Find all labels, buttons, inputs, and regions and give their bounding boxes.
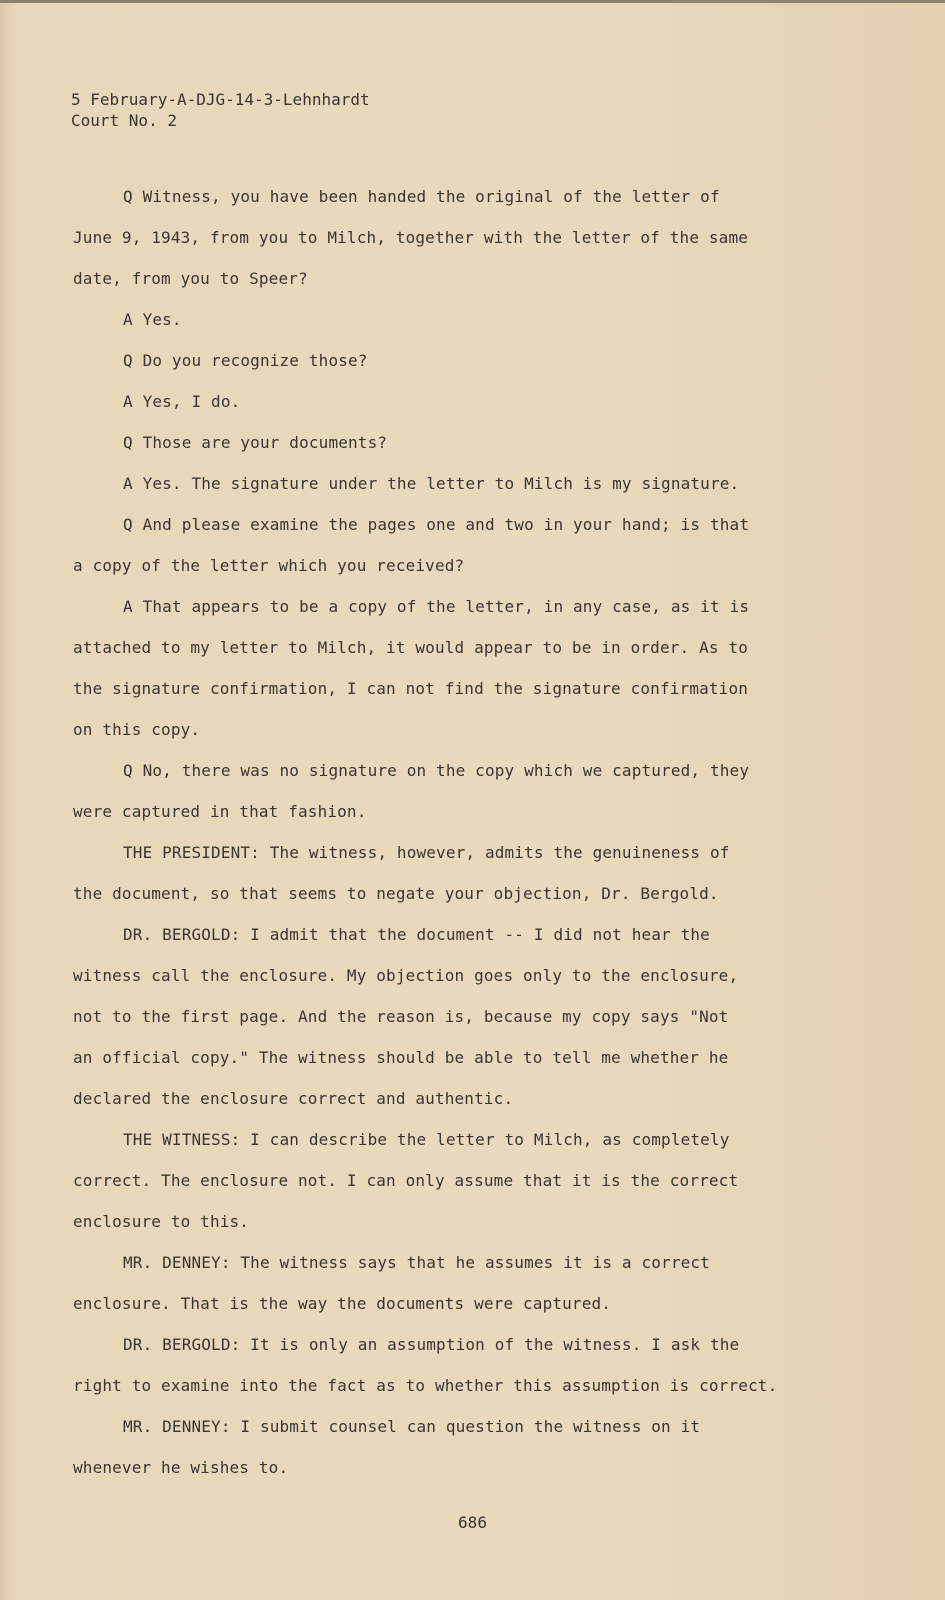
transcript-line: a copy of the letter which you received? [73, 556, 465, 575]
transcript-line: MR. DENNEY: I submit counsel can question the witness on it [123, 1417, 701, 1436]
transcript-line: were captured in that fashion. [73, 802, 367, 821]
transcript-line: THE WITNESS: I can describe the letter to Milch, as completely [123, 1130, 730, 1149]
transcript-line: Q And please examine the pages one and two in your hand; is that [123, 515, 750, 534]
transcript-line: A Yes. [123, 310, 182, 329]
transcript-line: DR. BERGOLD: It is only an assumption of the witness. I ask the [123, 1335, 740, 1354]
transcript-line: Q No, there was no signature on the copy which we captured, they [123, 761, 750, 780]
transcript-line: attached to my letter to Milch, it would appear to be in order. As to [73, 638, 749, 657]
transcript-line: not to the first page. And the reason is, because my copy says "Not [73, 1007, 729, 1026]
transcript-line: enclosure to this. [73, 1212, 250, 1231]
transcript-line: correct. The enclosure not. I can only assume that it is the correct [73, 1171, 739, 1190]
document-header [71, 89, 370, 131]
page-number: 686 [458, 1513, 487, 1532]
transcript-line: Q Those are your documents? [123, 433, 388, 452]
transcript-line: an official copy." The witness should be able to tell me whether he [73, 1048, 729, 1067]
transcript-line: the document, so that seems to negate your objection, Dr. Bergold. [73, 884, 719, 903]
transcript-line: whenever he wishes to. [73, 1458, 289, 1477]
transcript-line: date, from you to Speer? [73, 269, 308, 288]
transcript-line: June 9, 1943, from you to Milch, together with the letter of the same [73, 228, 749, 247]
header-court: Court No. 2 [71, 111, 177, 130]
transcript-line: on this copy. [73, 720, 201, 739]
transcript-line: the signature confirmation, I can not find the signature confirmation [73, 679, 749, 698]
transcript-line: right to examine into the fact as to whether this assumption is correct. [73, 1376, 778, 1395]
transcript-line: A That appears to be a copy of the letter, in any case, as it is [123, 597, 750, 616]
transcript-line: DR. BERGOLD: I admit that the document -- I did not hear the [123, 925, 710, 944]
header-reference: 5 February-A-DJG-14-3-Lehnhardt [71, 90, 370, 109]
transcript-line: THE PRESIDENT: The witness, however, admits the genuineness of [123, 843, 730, 862]
transcript-line: Q Do you recognize those? [123, 351, 368, 370]
transcript-line: MR. DENNEY: The witness says that he assumes it is a correct [123, 1253, 710, 1272]
transcript-line: A Yes. The signature under the letter to Milch is my signature. [123, 474, 740, 493]
transcript-line: Q Witness, you have been handed the original of the letter of [123, 187, 720, 206]
transcript-line: A Yes, I do. [123, 392, 241, 411]
transcript-line: enclosure. That is the way the documents were captured. [73, 1294, 612, 1313]
transcript-line: declared the enclosure correct and authentic. [73, 1089, 514, 1108]
transcript-line: witness call the enclosure. My objection goes only to the enclosure, [73, 966, 739, 985]
